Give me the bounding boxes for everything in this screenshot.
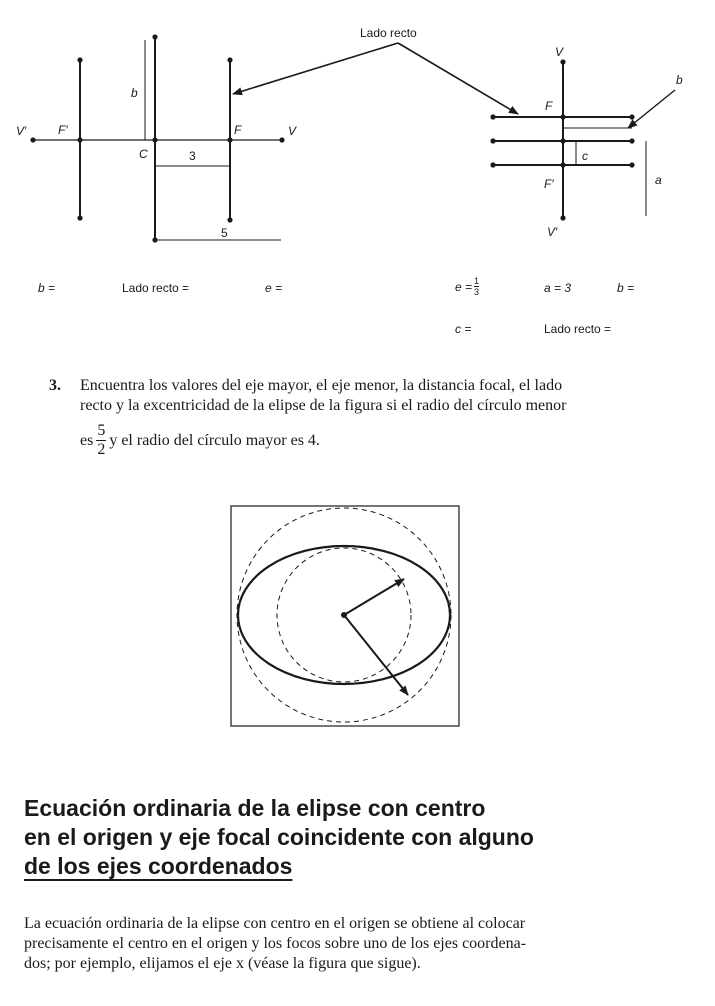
lado-recto-callout-label: Lado recto <box>360 26 417 40</box>
callout-arrow-right <box>398 43 518 114</box>
answer-e-prefix: e = <box>455 279 473 294</box>
answer-e-fraction <box>474 276 479 297</box>
answer-b-right: b = <box>617 281 635 295</box>
problem-line-1: Encuentra los valores del eje mayor, el eje menor, la distancia focal, el lado <box>80 377 563 394</box>
radius-fraction-denominator: 2 <box>97 441 106 458</box>
section-title-line-1: Ecuación ordinaria de la elipse con centro <box>24 795 486 821</box>
label-five: 5 <box>221 226 228 240</box>
label-b-right: b <box>676 73 683 87</box>
section-paragraph-line-2: precisamente el centro en el origen y los focos sobre uno de los ejes coordena- <box>24 935 527 952</box>
answer-e-left: e = <box>265 281 283 295</box>
vertical-ellipse-diagram <box>493 62 675 218</box>
label-three: 3 <box>189 149 196 163</box>
minor-radius-arrow <box>344 579 404 615</box>
label-b: b <box>131 86 138 100</box>
b-pointer-arrow <box>628 90 675 128</box>
problem-line-3-prefix: es <box>80 431 94 449</box>
section-title-line-3: de los ejes coordenados <box>24 853 293 879</box>
answer-e-denominator: 3 <box>474 287 480 297</box>
answer-e-right <box>455 276 479 297</box>
lado-recto-callout-arrows <box>233 43 518 114</box>
answer-b-left: b = <box>38 281 56 295</box>
answer-lado-recto-right: Lado recto = <box>544 322 612 336</box>
answer-lado-recto-left: Lado recto = <box>122 281 190 295</box>
label-center: C <box>139 147 148 161</box>
ellipse-circles-figure <box>230 505 460 727</box>
problem-line-3 <box>80 422 692 459</box>
left-diagram-labels <box>16 86 297 240</box>
radius-fraction-numerator: 5 <box>97 422 106 439</box>
ellipse-center-point <box>341 612 347 618</box>
problem-number: 3. <box>49 377 61 394</box>
radius-fraction <box>96 422 106 459</box>
horizontal-ellipse-diagram <box>33 37 282 240</box>
problem-line-2: recto y la excentricidad de la elipse de la figura si el radio del círculo menor <box>80 397 567 414</box>
problem-statement <box>80 376 692 459</box>
label-f: F <box>234 123 242 137</box>
answer-a-right: a = 3 <box>544 281 572 295</box>
label-f-right: F <box>545 99 553 113</box>
callout-arrow-left <box>233 43 398 94</box>
label-f-prime: F′ <box>58 123 68 137</box>
ellipse-elements-figure <box>0 0 715 260</box>
section-title <box>24 794 684 881</box>
label-v: V <box>288 124 297 138</box>
answer-c-right: c = <box>455 322 472 336</box>
section-paragraph-line-3: dos; por ejemplo, elijamos el eje x (véase la figura que sigue). <box>24 955 421 972</box>
section-paragraph <box>24 914 694 974</box>
label-v-prime-right: V′ <box>547 225 558 239</box>
section-paragraph-line-1: La ecuación ordinaria de la elipse con centro en el origen se obtiene al colocar <box>24 915 526 932</box>
label-c-right: c <box>582 149 588 163</box>
section-title-line-2: en el origen y eje focal coincidente con alguno <box>24 824 534 850</box>
label-v-right: V <box>555 45 564 59</box>
answer-e-numerator: 1 <box>474 276 480 286</box>
problem-line-3-suffix: y el radio del círculo mayor es 4. <box>109 431 320 449</box>
label-a-right: a <box>655 173 662 187</box>
label-f-prime-right: F′ <box>544 177 554 191</box>
left-diagram-points <box>30 34 284 242</box>
label-v-prime: V′ <box>16 124 27 138</box>
